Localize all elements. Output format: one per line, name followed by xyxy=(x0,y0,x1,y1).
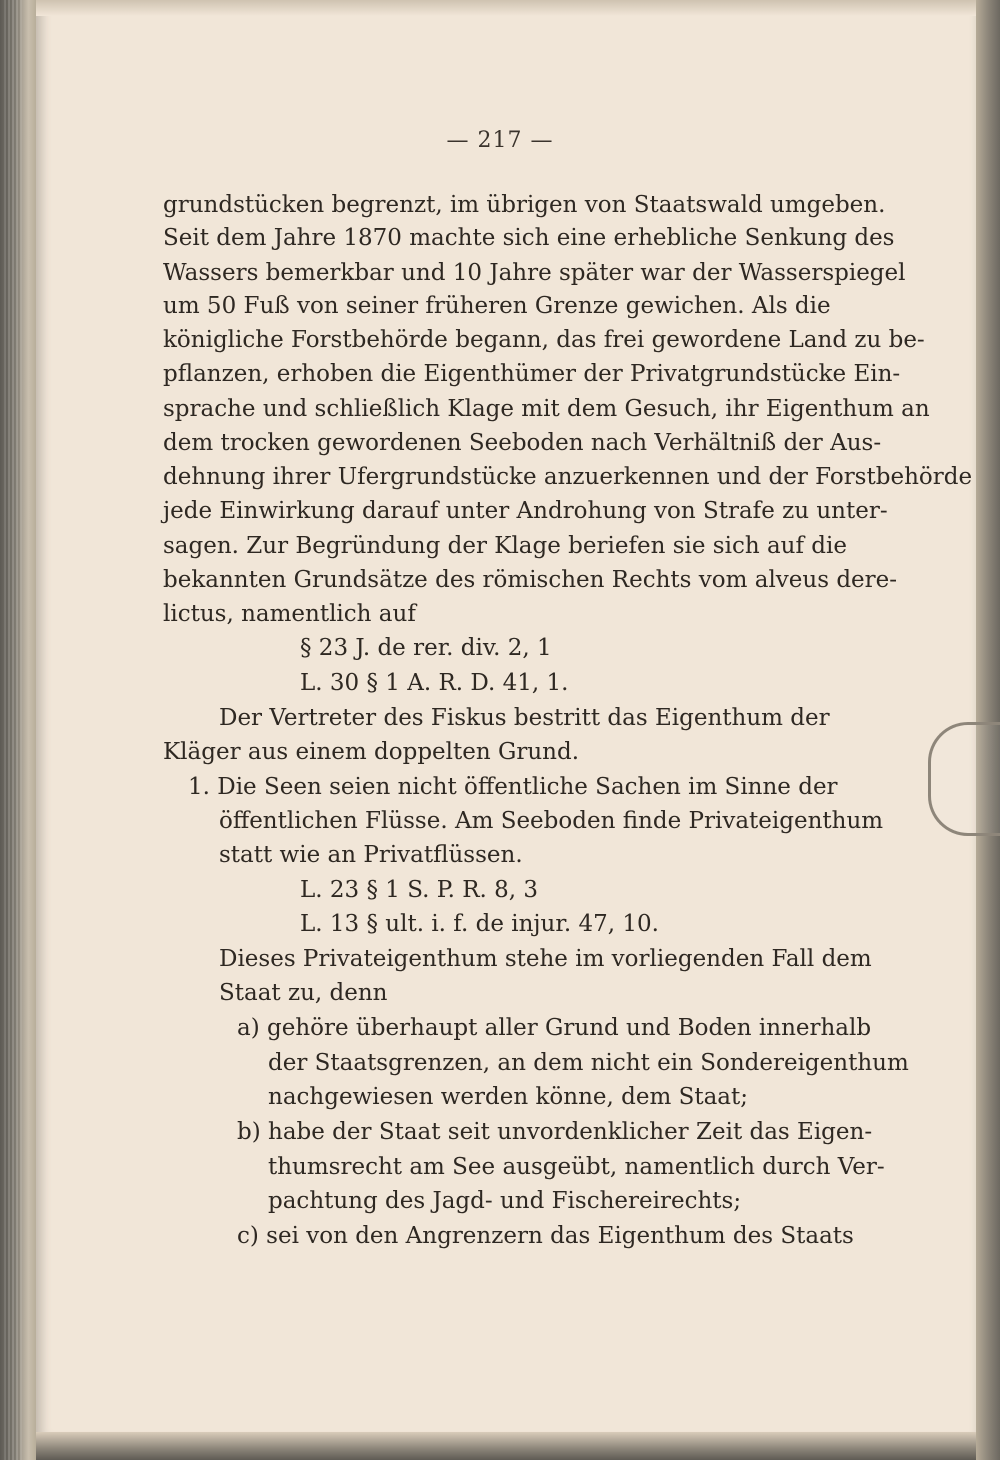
text-line: der Staatsgrenzen, an dem nicht ein Sondereigenthum xyxy=(268,1050,909,1076)
text-line: sagen. Zur Begründung der Klage beriefen sie sich auf die xyxy=(163,533,847,559)
text-line: grundstücken begrenzt, im übrigen von Staatswald umgeben. xyxy=(163,192,886,218)
text-line: dem trocken gewordenen Seeboden nach Verhältniß der Aus- xyxy=(163,430,882,456)
list-item-b: b) habe der Staat seit unvordenklicher Zeit das Eigen- xyxy=(237,1119,873,1145)
citation-line: L. 30 § 1 A. R. D. 41, 1. xyxy=(300,670,569,696)
book-spine xyxy=(0,0,38,1460)
text-line: pflanzen, erhoben die Eigenthümer der Privatgrundstücke Ein- xyxy=(163,361,901,387)
text-line: bekannten Grundsätze des römischen Rechts vom alveus dere- xyxy=(163,567,898,593)
text-line: Der Vertreter des Fiskus bestritt das Eigenthum der xyxy=(219,705,830,731)
citation-line: § 23 J. de rer. div. 2, 1 xyxy=(300,635,552,661)
text-line: öffentlichen Flüsse. Am Seeboden finde Privateigenthum xyxy=(219,808,884,834)
text-line: jede Einwirkung darauf unter Androhung von Strafe zu unter- xyxy=(163,498,888,524)
page-bottom-edge xyxy=(36,1432,980,1460)
page-number: — 217 — xyxy=(446,128,554,153)
list-item-a: a) gehöre überhaupt aller Grund und Boden innerhalb xyxy=(237,1015,872,1041)
text-line: lictus, namentlich auf xyxy=(163,601,416,627)
text-line: Kläger aus einem doppelten Grund. xyxy=(163,739,580,765)
text-line: Wassers bemerkbar und 10 Jahre später war der Wasserspiegel xyxy=(163,260,906,286)
page-top-edge xyxy=(36,0,980,16)
bookmark-clip xyxy=(928,722,1000,836)
citation-line: L. 13 § ult. i. f. de injur. 47, 10. xyxy=(300,911,659,937)
text-line: nachgewiesen werden könne, dem Staat; xyxy=(268,1084,749,1110)
list-item-1: 1. Die Seen seien nicht öffentliche Sachen im Sinne der xyxy=(188,774,838,800)
text-line: pachtung des Jagd- und Fischereirechts; xyxy=(268,1188,742,1214)
text-line: thumsrecht am See ausgeübt, namentlich durch Ver- xyxy=(268,1154,885,1180)
text-line: Seit dem Jahre 1870 machte sich eine erhebliche Senkung des xyxy=(163,225,895,251)
text-line: statt wie an Privatflüssen. xyxy=(219,842,523,868)
text-line: Staat zu, denn xyxy=(219,980,388,1006)
citation-line: L. 23 § 1 S. P. R. 8, 3 xyxy=(300,877,539,903)
spine-texture xyxy=(4,0,22,1460)
text-line: sprache und schließlich Klage mit dem Gesuch, ihr Eigenthum an xyxy=(163,396,930,422)
text-line: dehnung ihrer Ufergrundstücke anzuerkennen und der Forstbehörde xyxy=(163,464,973,490)
text-line: um 50 Fuß von seiner früheren Grenze gewichen. Als die xyxy=(163,293,831,319)
text-line: Dieses Privateigenthum stehe im vorliegenden Fall dem xyxy=(219,946,872,972)
list-item-c: c) sei von den Angrenzern das Eigenthum des Staats xyxy=(237,1223,854,1249)
text-line: königliche Forstbehörde begann, das frei gewordene Land zu be- xyxy=(163,327,925,353)
